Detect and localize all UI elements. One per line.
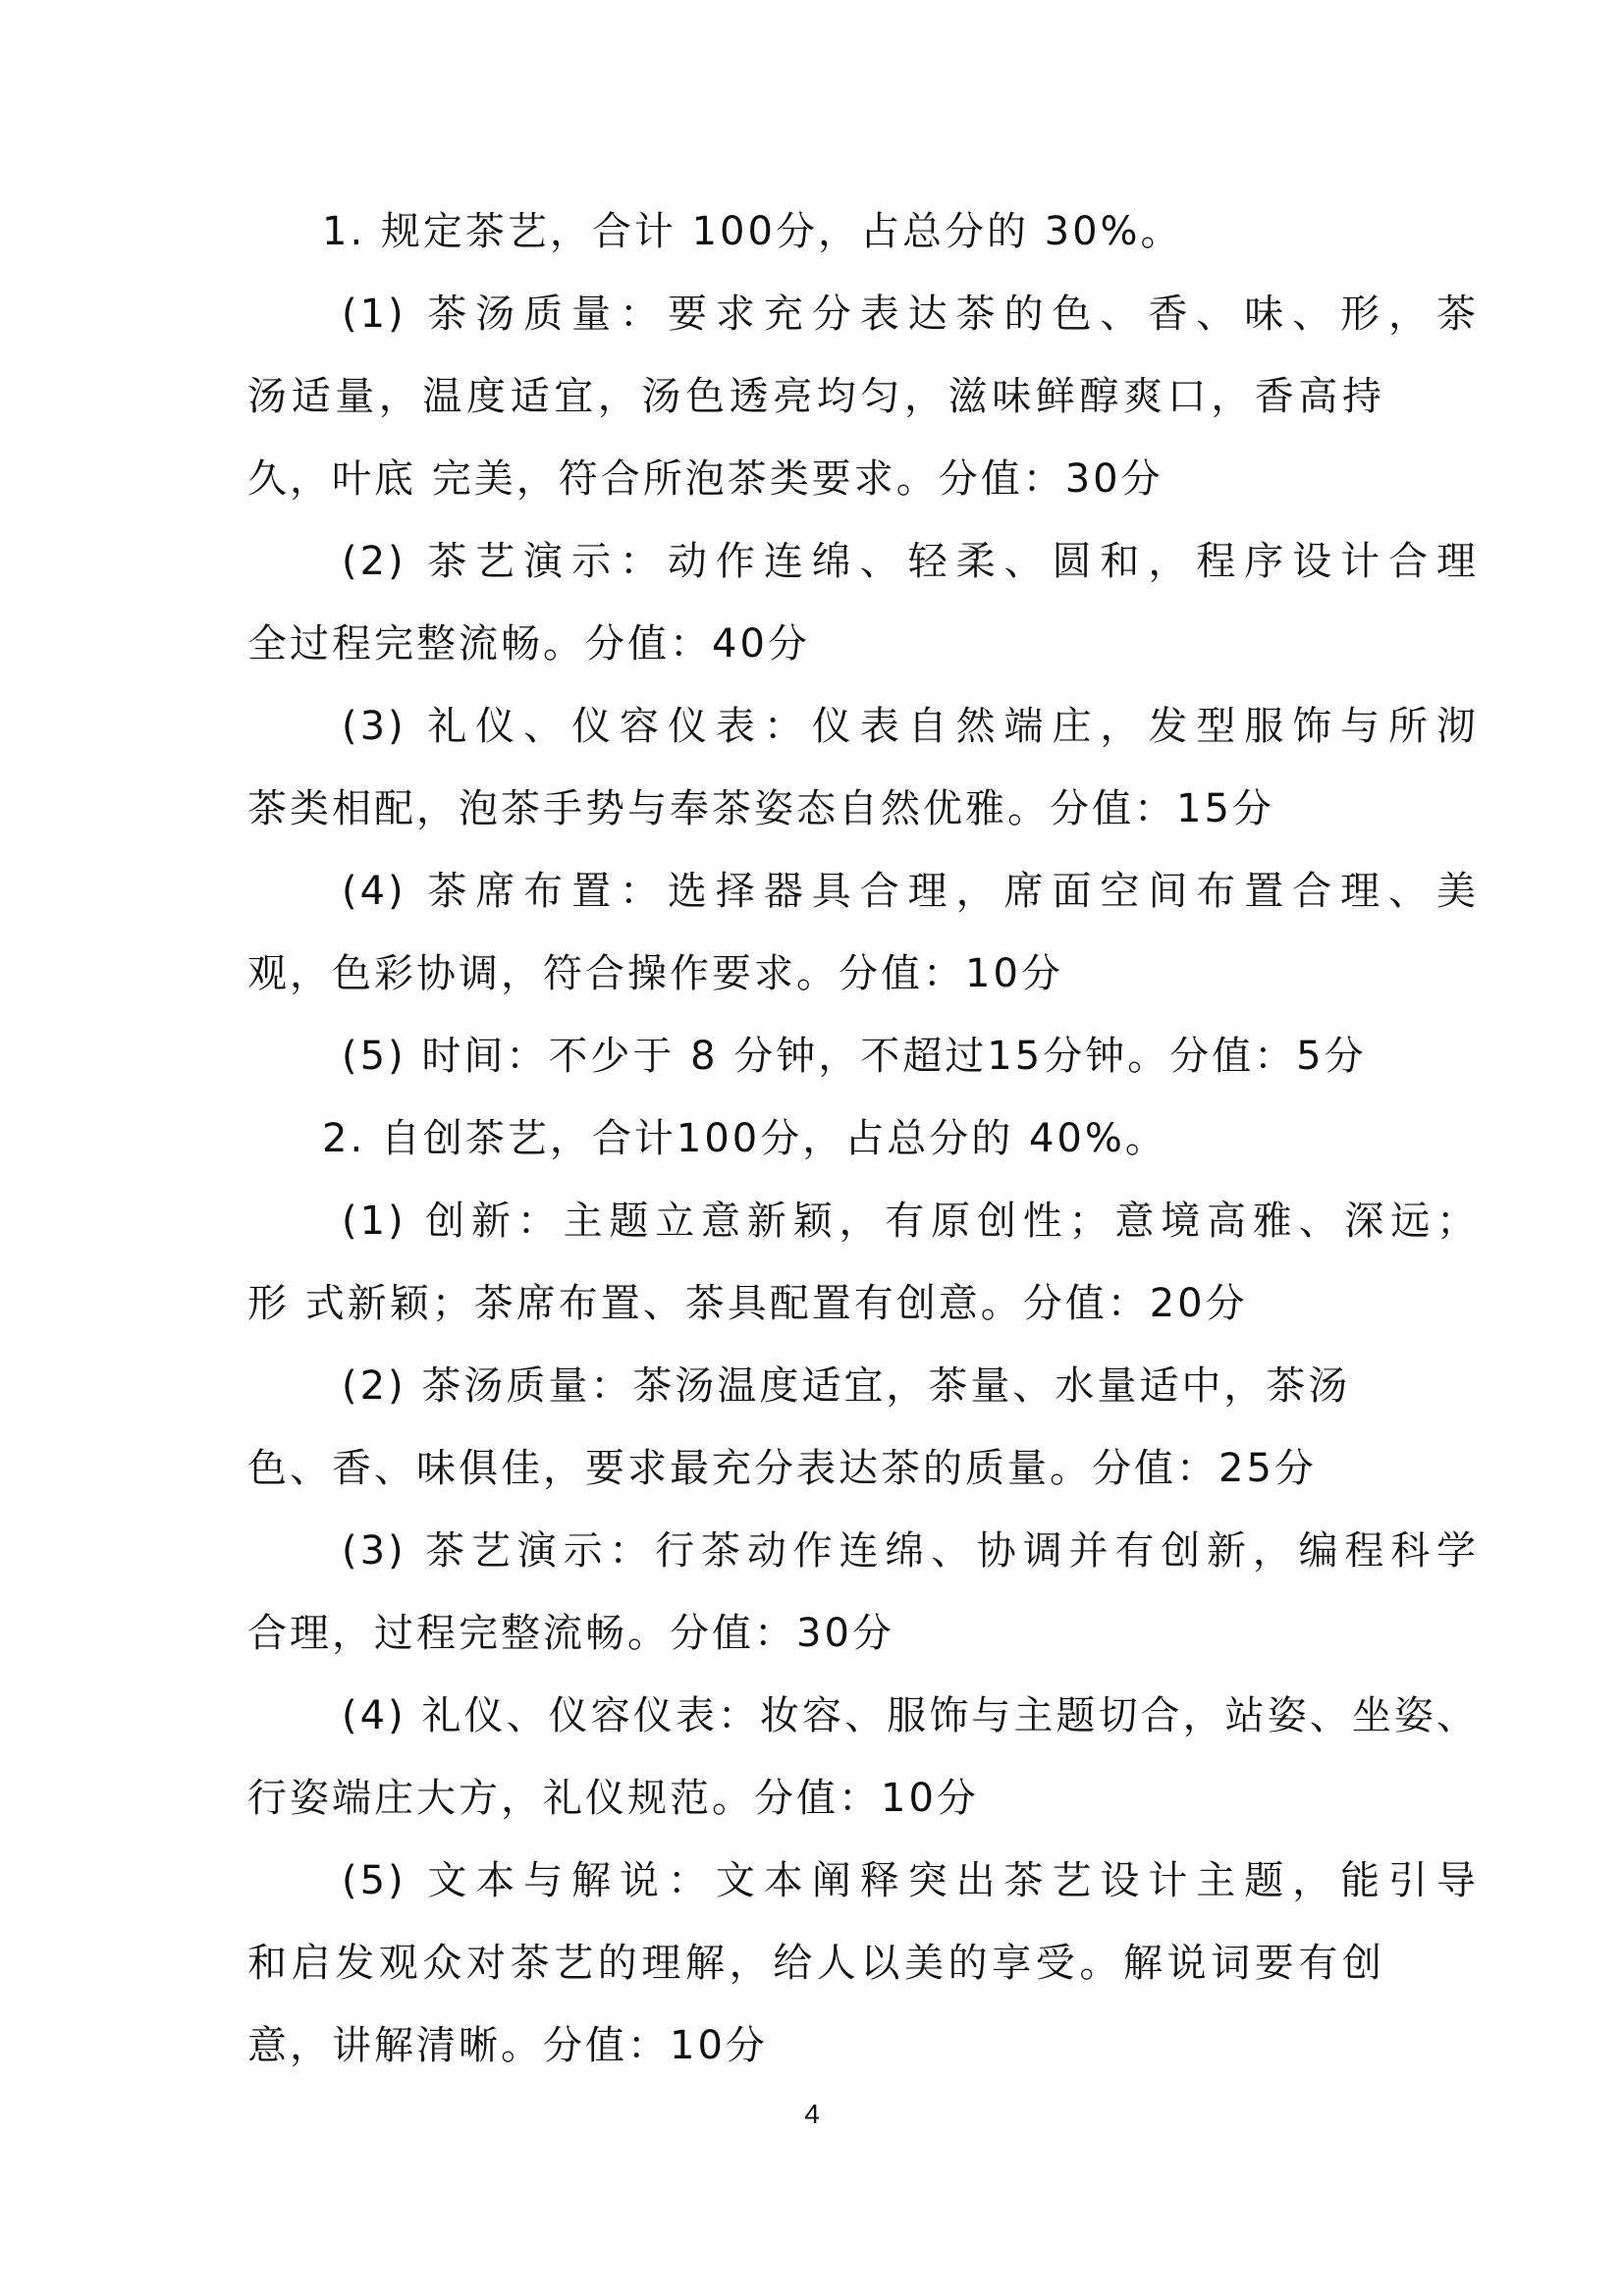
- item-1-1-line-3: 久，叶底 完美，符合所泡茶类要求。分值：30分: [247, 456, 1164, 502]
- item-1-1-line-2: 汤适量，温度适宜，汤色透亮均匀，滋味鲜醇爽口，香高持: [247, 374, 1384, 419]
- section-heading-1: 1. 规定茶艺，合计 100分，占总分的 30%。: [322, 209, 1183, 254]
- item-1-4-line-2: 观，色彩协调，符合操作要求。分值：10分: [247, 951, 1063, 996]
- page-number: 4: [804, 2099, 820, 2129]
- document-body: [247, 190, 1479, 2087]
- item-1-2-line-2: 全过程完整流畅。分值：40分: [247, 621, 810, 667]
- item-2-1-line-2: 形 式新颖；茶席布置、茶具配置有创意。分值：20分: [247, 1281, 1248, 1326]
- item-2-4-line-2: 行姿端庄大方，礼仪规范。分值：10分: [247, 1776, 979, 1821]
- item-2-1-line-1: (1) 创新：主题立意新颖，有原创性；意境高雅、深远；: [342, 1199, 1479, 1244]
- item-2-3-line-1: (3) 茶艺演示：行茶动作连绵、协调并有创新，编程科学: [342, 1528, 1479, 1574]
- section-heading-2: 2. 自创茶艺，合计100分，占总分的 40%。: [322, 1116, 1167, 1161]
- item-1-2-line-1: (2) 茶艺演示：动作连绵、轻柔、圆和，程序设计合理: [342, 539, 1479, 584]
- item-2-5-line-1: (5) 文本与解说：文本阐释突出茶艺设计主题，能引导: [342, 1858, 1479, 1903]
- item-1-4-line-1: (4) 茶席布置：选择器具合理，席面空间布置合理、美: [342, 869, 1479, 914]
- item-2-2-line-2: 色、香、味俱佳，要求最充分表达茶的质量。分值：25分: [247, 1446, 1317, 1491]
- item-2-5-line-3: 意，讲解清晰。分值：10分: [247, 2023, 768, 2068]
- item-2-5-line-2: 和启发观众对茶艺的理解，给人以美的享受。解说词要有创: [247, 1941, 1384, 1986]
- item-2-3-line-2: 合理，过程完整流畅。分值：30分: [247, 1611, 894, 1656]
- item-1-3-line-1: (3) 礼仪、仪容仪表：仪表自然端庄，发型服饰与所沏: [342, 704, 1479, 749]
- item-2-4-line-1: (4) 礼仪、仪容仪表：妆容、服饰与主题切合，站姿、坐姿、: [342, 1693, 1479, 1738]
- item-1-3-line-2: 茶类相配，泡茶手势与奉茶姿态自然优雅。分值：15分: [247, 786, 1274, 831]
- item-2-2-line-1: (2) 茶汤质量：茶汤温度适宜，茶量、水量适中，茶汤: [342, 1363, 1351, 1409]
- item-1-1-line-1: (1) 茶汤质量：要求充分表达茶的色、香、味、形，茶: [342, 292, 1479, 337]
- item-1-5-line-1: (5) 时间：不少于 8 分钟，不超过15分钟。分值：5分: [342, 1034, 1367, 1079]
